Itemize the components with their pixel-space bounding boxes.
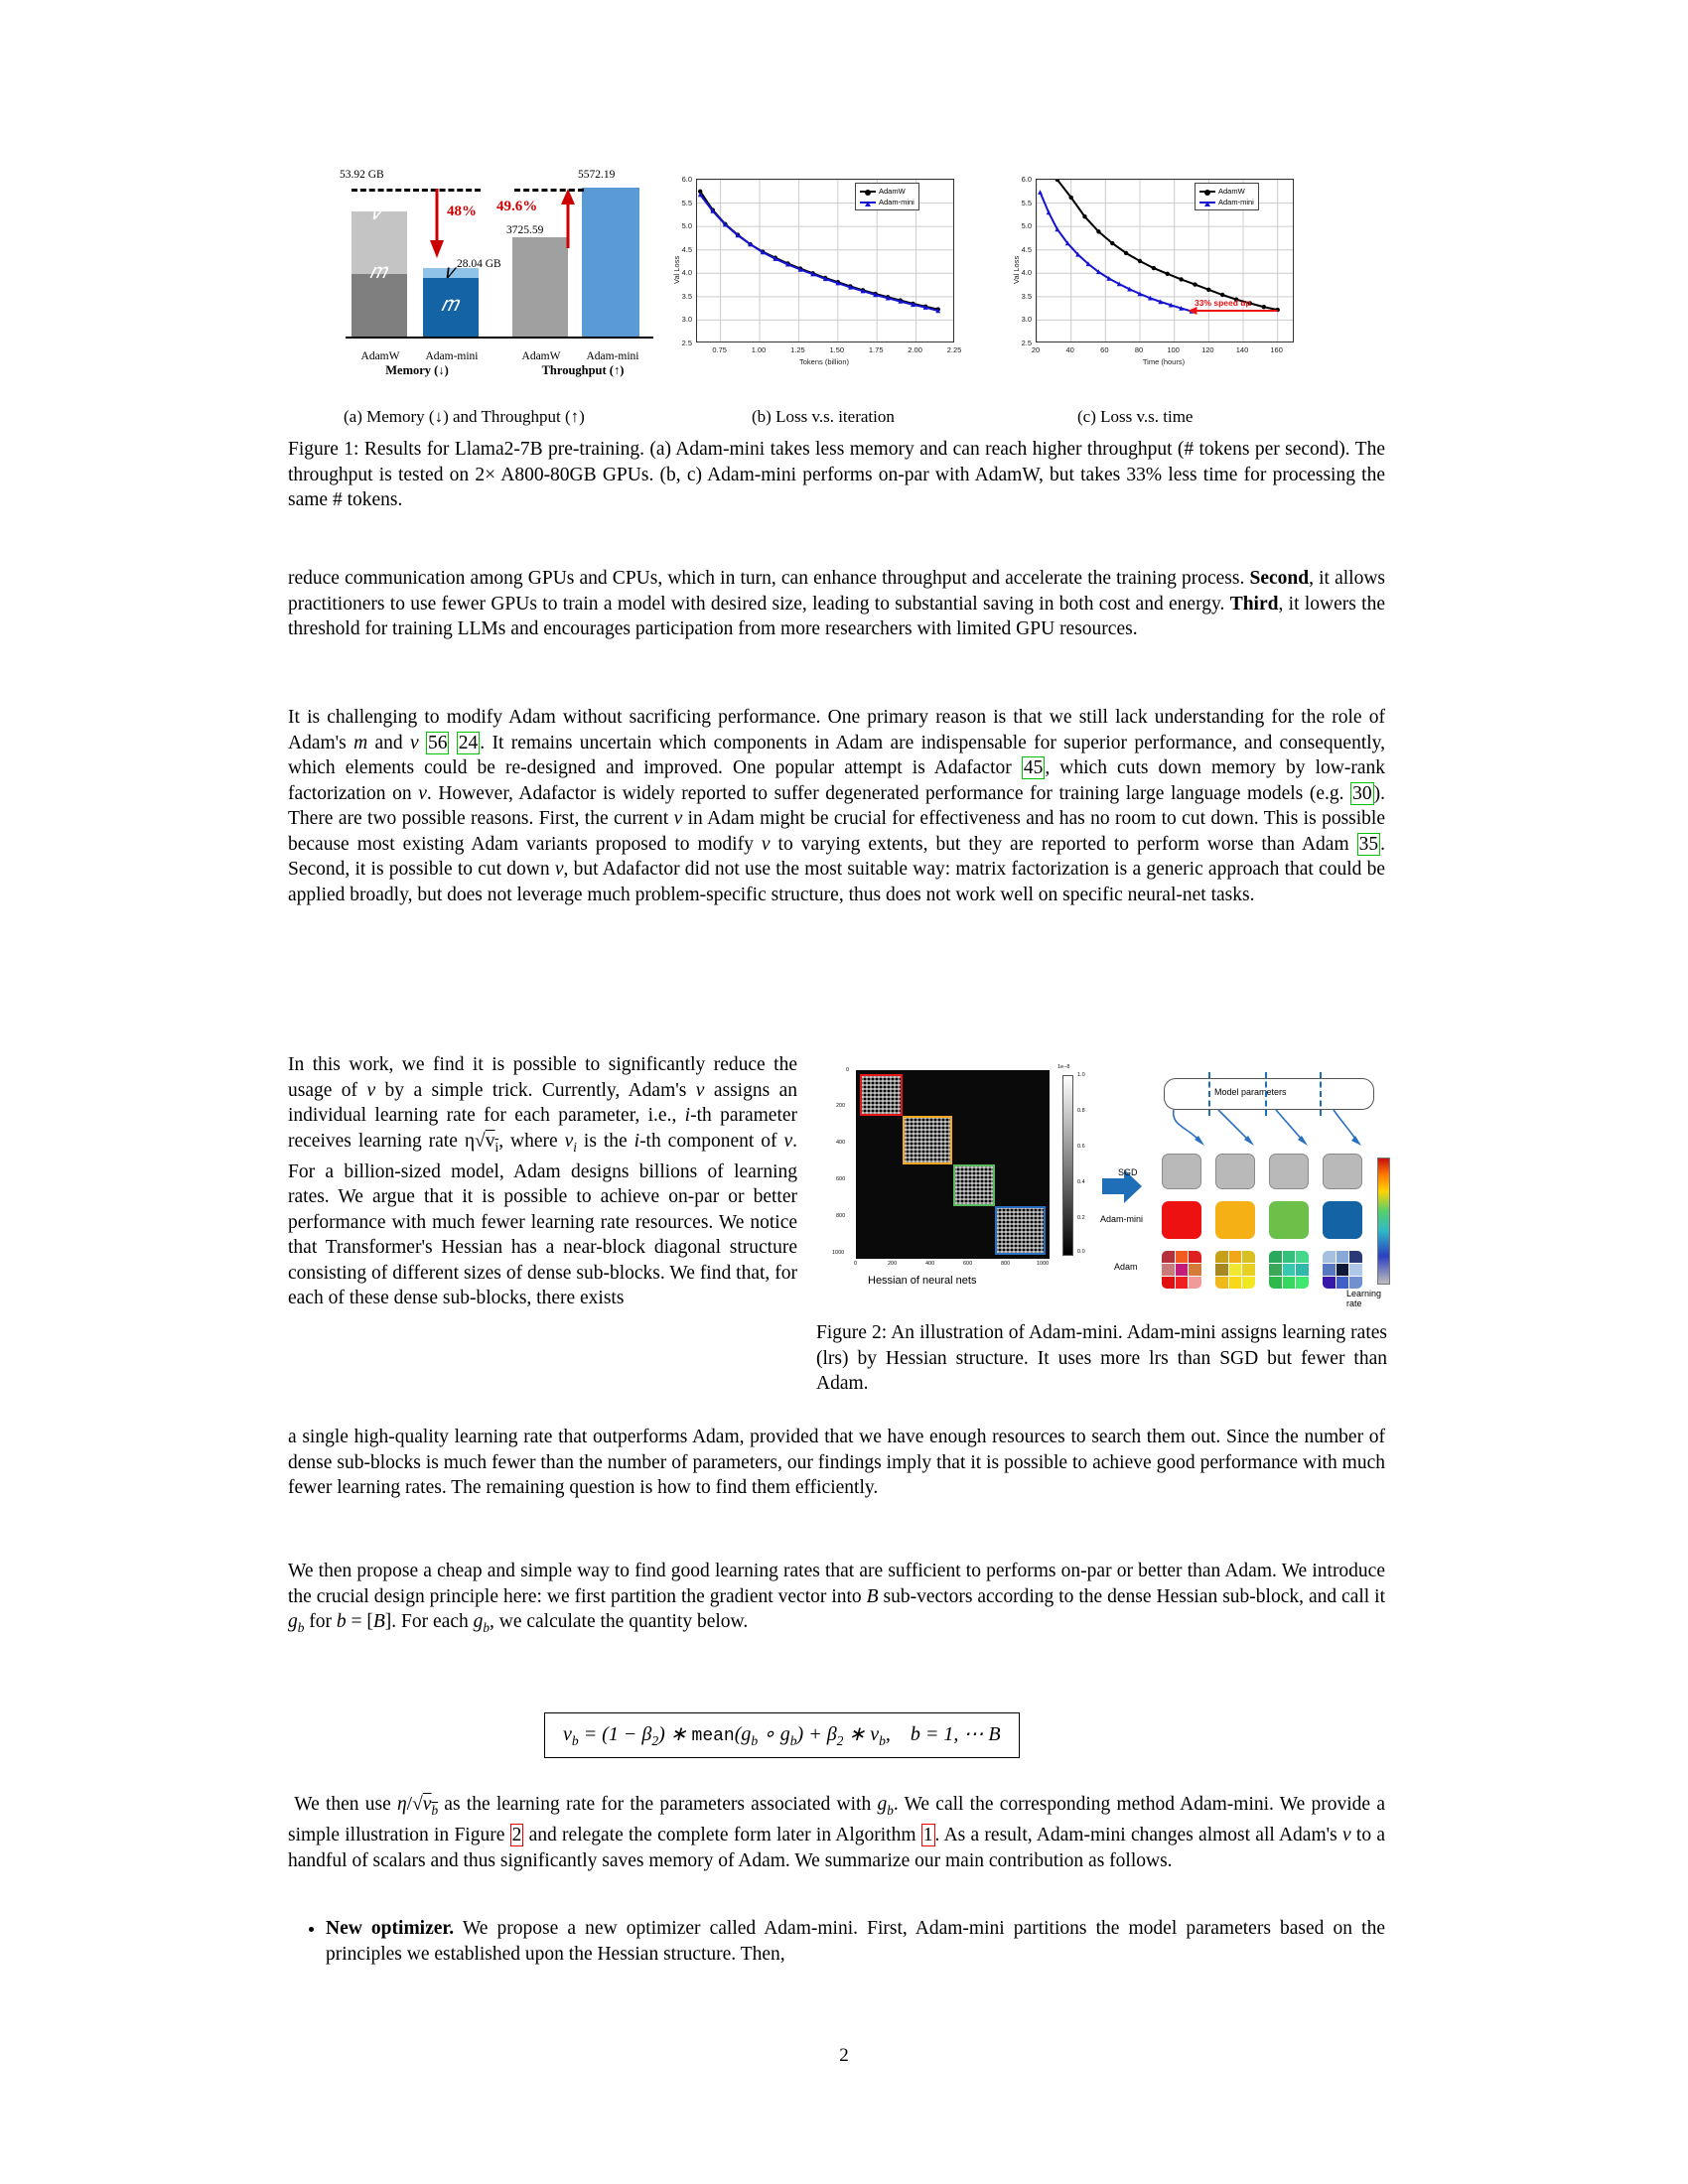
adam-block-1: [1162, 1251, 1201, 1289]
learning-rate-colorbar-label: Learning rate: [1346, 1289, 1382, 1308]
model-parameters-label: Model parameters: [1214, 1087, 1287, 1097]
hessian-block-1: [860, 1074, 903, 1116]
legend-line-black: [1199, 191, 1215, 193]
figure-1c-line-chart: [1000, 167, 1328, 380]
throughput-increase-label: 49.6%: [496, 199, 538, 214]
xtick-label: 1.25: [790, 345, 805, 354]
hessian-ytick-600: 600: [836, 1176, 846, 1182]
sgd-block-2: [1215, 1154, 1255, 1189]
bar-value-throughput-adammini: 5572.19: [578, 169, 616, 181]
ytick-label: 3.5: [681, 291, 692, 301]
bar-throughput-adamw: [512, 237, 568, 337]
adam-mini-block-2: [1215, 1201, 1255, 1239]
xtick-label: 60: [1100, 345, 1109, 354]
bar-value-memory-adamw: 53.92 GB: [340, 169, 384, 181]
xtick-label: 120: [1201, 345, 1214, 354]
contribution-list: [298, 1916, 1385, 1967]
adam-mini-block-1: [1162, 1201, 1201, 1239]
bar-tick-throughput-adamw: AdamW: [521, 350, 561, 362]
figure-1-panels: [338, 167, 1350, 395]
bar-value-memory-adammini: 28.04 GB: [457, 258, 501, 270]
hessian-xtick-1000: 1000: [1037, 1261, 1050, 1267]
row-label-adam-mini: Adam-mini: [1100, 1214, 1144, 1224]
plot-b-xlabel: Tokens (billion): [798, 357, 850, 366]
ytick-label: 4.5: [681, 244, 692, 254]
paragraph-propose-cheap-way: We then propose a cheap and simple way to find good learning rates that are sufficient to performs on-par or better than Adam. We introduce the crucial design principle here: we first partition the gradient vector into B sub-vectors according to the dense Hessian sub-block, and call it $g_b$ for b = [B]. For each $g_b$, we calculate the quantity below.: [288, 1561, 1386, 1635]
ytick-label: 6.0: [1021, 175, 1032, 184]
legend-marker-circle: [1204, 190, 1210, 196]
legend-item-adamw: [860, 186, 914, 197]
xtick-label: 40: [1065, 345, 1074, 354]
xtick-label: 1.75: [868, 345, 884, 354]
hessian-xtick-0: 0: [854, 1261, 858, 1267]
hessian-ytick-400: 400: [836, 1140, 846, 1146]
paragraph-challenging-adam: It is challenging to modify Adam without sacrificing performance. One primary reason is that we still lack understanding for the role of Adam's m and v 56 24 . It remains uncertain which components in Adam are indispensable for superior performance, and consequently, which elements could be re-designed and improved. One popular attempt is Adafactor 45 , which cuts down memory by low-rank factorization on v. However, Adafactor is widely reported to suffer degenerated performance for training large language models (e.g. 30 ). There are two possible reasons. First, the current v in Adam might be crucial for effectiveness and has no room to cut down. This is possible because most existing Adam variants proposed to modify v to varying extents, but they are reported to perform worse than Adam 35 . Second, it is possible to cut down v, but Adafactor did not use the most suitable way: matrix factorization is a generic approach that could be applied broadly, but does not leverage much problem-specific structure, thus does not work well on specific neural-net tasks.: [288, 707, 1386, 905]
bar-value-throughput-adamw: 3725.59: [506, 224, 544, 236]
subcaption-b: (b) Loss v.s. iteration: [752, 407, 895, 426]
legend-label-adamw: AdamW: [879, 187, 906, 196]
adam-mini-block-4: [1323, 1201, 1362, 1239]
legend-marker-triangle: [865, 201, 871, 206]
cbar-tick-08: 0.8: [1077, 1108, 1085, 1114]
plot-c-legend: [1195, 183, 1259, 210]
legend-line-black: [860, 191, 876, 193]
figure-1-caption: Figure 1: Results for Llama2-7B pre-training. (a) Adam-mini takes less memory and can reach higher throughput (# tokens per second). The throughput is tested on 2× A800-80GB GPUs. (b, c) Adam-mini performs on-par with AdamW, but takes 33% less time for processing the same # tokens.: [288, 439, 1385, 510]
figure-1b-line-chart: [660, 167, 988, 380]
hessian-block-2: [903, 1116, 953, 1164]
memory-down-arrow: [429, 189, 445, 260]
hessian-colorbar-exponent: 1e−8: [1057, 1064, 1070, 1070]
legend-line-blue: [1199, 202, 1215, 204]
ytick-label: 4.5: [1021, 244, 1032, 254]
cbar-tick-02: 0.2: [1077, 1215, 1085, 1221]
cbar-tick-06: 0.6: [1077, 1144, 1085, 1150]
xtick-label: 2.25: [946, 345, 962, 354]
bar-tick-memory-adammini: Adam-mini: [425, 350, 479, 362]
xtick-label: 100: [1167, 345, 1180, 354]
legend-marker-circle: [865, 190, 871, 196]
cbar-tick-1: 1.0: [1077, 1072, 1085, 1078]
memory-reference-dashline: [352, 189, 481, 192]
page-number: 2: [839, 2045, 849, 2066]
cbar-tick-04: 0.4: [1077, 1179, 1085, 1185]
legend-label-adammini: Adam-mini: [879, 198, 914, 206]
figure-2-illustration: [816, 1050, 1390, 1308]
xtick-label: 1.00: [751, 345, 767, 354]
legend-item-adammini: [1199, 197, 1254, 207]
ytick-label: 6.0: [681, 175, 692, 184]
subcaption-a: (a) Memory (↓) and Throughput (↑): [344, 407, 585, 426]
bar-symbol-m-adammini: 𝑚: [441, 292, 459, 316]
ytick-label: 5.5: [681, 198, 692, 207]
xtick-label: 0.75: [712, 345, 727, 354]
xtick-label: 2.00: [908, 345, 922, 354]
ytick-label: 5.5: [1021, 198, 1032, 207]
equation-vb-update: $v_b = (1 - \beta_2)$ ∗ $mean(g_b$ ∘ $g_b) + \beta_2$ ∗ $v_b$, b = 1, ⋯ B: [544, 1712, 1020, 1758]
paragraph-single-high-quality-lr: a single high-quality learning rate that outperforms Adam, provided that we have enough resources to search them out. Since the number of dense sub-blocks is much fewer than the number of parameters, our findings imply that it is possible to achieve good performance with much fewer learning rates. The remaining question is how to find them efficiently.: [288, 1427, 1385, 1498]
hessian-xtick-600: 600: [963, 1261, 973, 1267]
bar-tick-throughput-adammini: Adam-mini: [586, 350, 639, 362]
bar-symbol-v-adamw: 𝑣: [371, 201, 381, 224]
plot-c-speedup-annotation: 33% speed up: [1195, 298, 1251, 308]
bar-group-label-memory: Memory (↓): [385, 363, 449, 377]
hessian-ytick-1000: 1000: [832, 1250, 845, 1256]
ytick-label: 5.0: [681, 221, 692, 231]
sgd-block-3: [1269, 1154, 1309, 1189]
hessian-colorbar: [1062, 1075, 1073, 1256]
hessian-heatmap: [856, 1070, 1050, 1259]
bar-symbol-m-adamw: 𝑚: [369, 259, 387, 283]
xtick-label: 20: [1031, 345, 1041, 354]
sgd-block-4: [1323, 1154, 1362, 1189]
ytick-label: 3.0: [681, 315, 692, 325]
hessian-caption-label: Hessian of neural nets: [868, 1275, 977, 1287]
ytick-label: 4.0: [681, 268, 692, 278]
row-label-sgd: SGD: [1118, 1167, 1138, 1177]
adam-mini-block-3: [1269, 1201, 1309, 1239]
plot-c-xlabel: Time (hours): [1142, 357, 1186, 366]
hessian-block-3: [953, 1164, 996, 1206]
hessian-xtick-800: 800: [1001, 1261, 1011, 1267]
paragraph-learning-rate-adam-mini: We then use $\eta/√v_b$ as the learning rate for the parameters associated with $g_b$. We call the corresponding method Adam-mini. We provide a simple illustration in Figure 2 and relegate the complete form later in Algorithm 1 . As a result, Adam-mini changes almost all Adam's v to a handful of scalars and thus significantly saves memory of Adam. We summarize our main contribution as follows.: [288, 1794, 1386, 1871]
throughput-up-arrow: [560, 189, 576, 250]
ytick-label: 4.0: [1021, 268, 1032, 278]
ytick-label: 2.5: [681, 339, 692, 347]
ytick-label: 3.0: [1021, 315, 1032, 325]
hessian-block-4: [995, 1206, 1046, 1255]
adam-block-4: [1323, 1251, 1362, 1289]
bar-symbol-v-adammini: 𝑣: [445, 261, 455, 283]
paragraph-throughput: reduce communication among GPUs and CPUs, which in turn, can enhance throughput and accelerate the training process. Second, it allows practitioners to use fewer GPUs to train a model with desired size, leading to substantial saving in both cost and energy. Third, it lowers the threshold for training LLMs and encourages participation from more researchers with limited GPU resources.: [288, 568, 1385, 639]
bullet-new-optimizer: • New optimizer. We propose a new optimizer called Adam-mini. First, Adam-mini partitions the model parameters based on the principles we established upon the Hessian structure. Then,: [326, 1916, 1385, 1967]
legend-line-blue: [860, 202, 876, 204]
hessian-ytick-800: 800: [836, 1213, 846, 1219]
ytick-label: 5.0: [1021, 221, 1032, 231]
memory-reduction-label: 48%: [447, 204, 477, 219]
ytick-label: 3.5: [1021, 291, 1032, 301]
figure-2-caption: Figure 2: An illustration of Adam-mini. Adam-mini assigns learning rates (lrs) by Hessian structure. It uses more lrs than SGD but fewer than Adam.: [816, 1322, 1387, 1394]
legend-item-adammini: [860, 197, 914, 207]
bar-group-label-throughput: Throughput (↑): [541, 363, 625, 377]
xtick-label: 160: [1270, 345, 1283, 354]
legend-label-adamw: AdamW: [1218, 187, 1245, 196]
xtick-label: 140: [1235, 345, 1249, 354]
hessian-xtick-200: 200: [888, 1261, 898, 1267]
adam-block-2: [1215, 1251, 1255, 1289]
sgd-block-1: [1162, 1154, 1201, 1189]
learning-rate-colorbar: [1377, 1158, 1390, 1285]
xtick-label: 80: [1134, 345, 1144, 354]
figure-1a-bar-chart: [338, 167, 660, 380]
adam-block-3: [1269, 1251, 1309, 1289]
hessian-xtick-400: 400: [925, 1261, 935, 1267]
param-to-block-arrows: [1159, 1108, 1382, 1150]
xtick-label: 1.50: [829, 345, 845, 354]
paragraph-in-this-work: In this work, we find it is possible to significantly reduce the usage of v by a simple trick. Currently, Adam's v assigns an individual learning rate for each parameter, i.e., i-th parameter receives learning rate $\eta√v_i$, where $v_i$ is the i-th component of v. For a billion-sized model, Adam designs billions of learning rates. We argue that it is possible to achieve on-par or better performance with much fewer learning rate resources. We notice that Transformer's Hessian has a near-block diagonal structure consisting of different sizes of dense sub-blocks. We find that, for each of these dense sub-blocks, there exists: [288, 1054, 798, 1309]
plot-b-ylabel: Val Loss: [672, 255, 681, 284]
hessian-ytick-200: 200: [836, 1103, 846, 1109]
subcaption-c: (c) Loss v.s. time: [1077, 407, 1194, 426]
ytick-label: 2.5: [1021, 339, 1032, 347]
plot-c-ylabel: Val Loss: [1012, 255, 1021, 284]
bar-tick-memory-adamw: AdamW: [360, 350, 400, 362]
hessian-ytick-0: 0: [846, 1067, 850, 1073]
legend-label-adammini: Adam-mini: [1218, 198, 1254, 206]
legend-marker-triangle: [1204, 201, 1210, 206]
plot-b-legend: [855, 183, 919, 210]
row-label-adam: Adam: [1114, 1262, 1138, 1272]
bar-throughput-adammini: [582, 188, 639, 337]
legend-item-adamw: [1199, 186, 1254, 197]
bar-baseline: [346, 337, 653, 339]
cbar-tick-0: 0.0: [1077, 1249, 1085, 1255]
